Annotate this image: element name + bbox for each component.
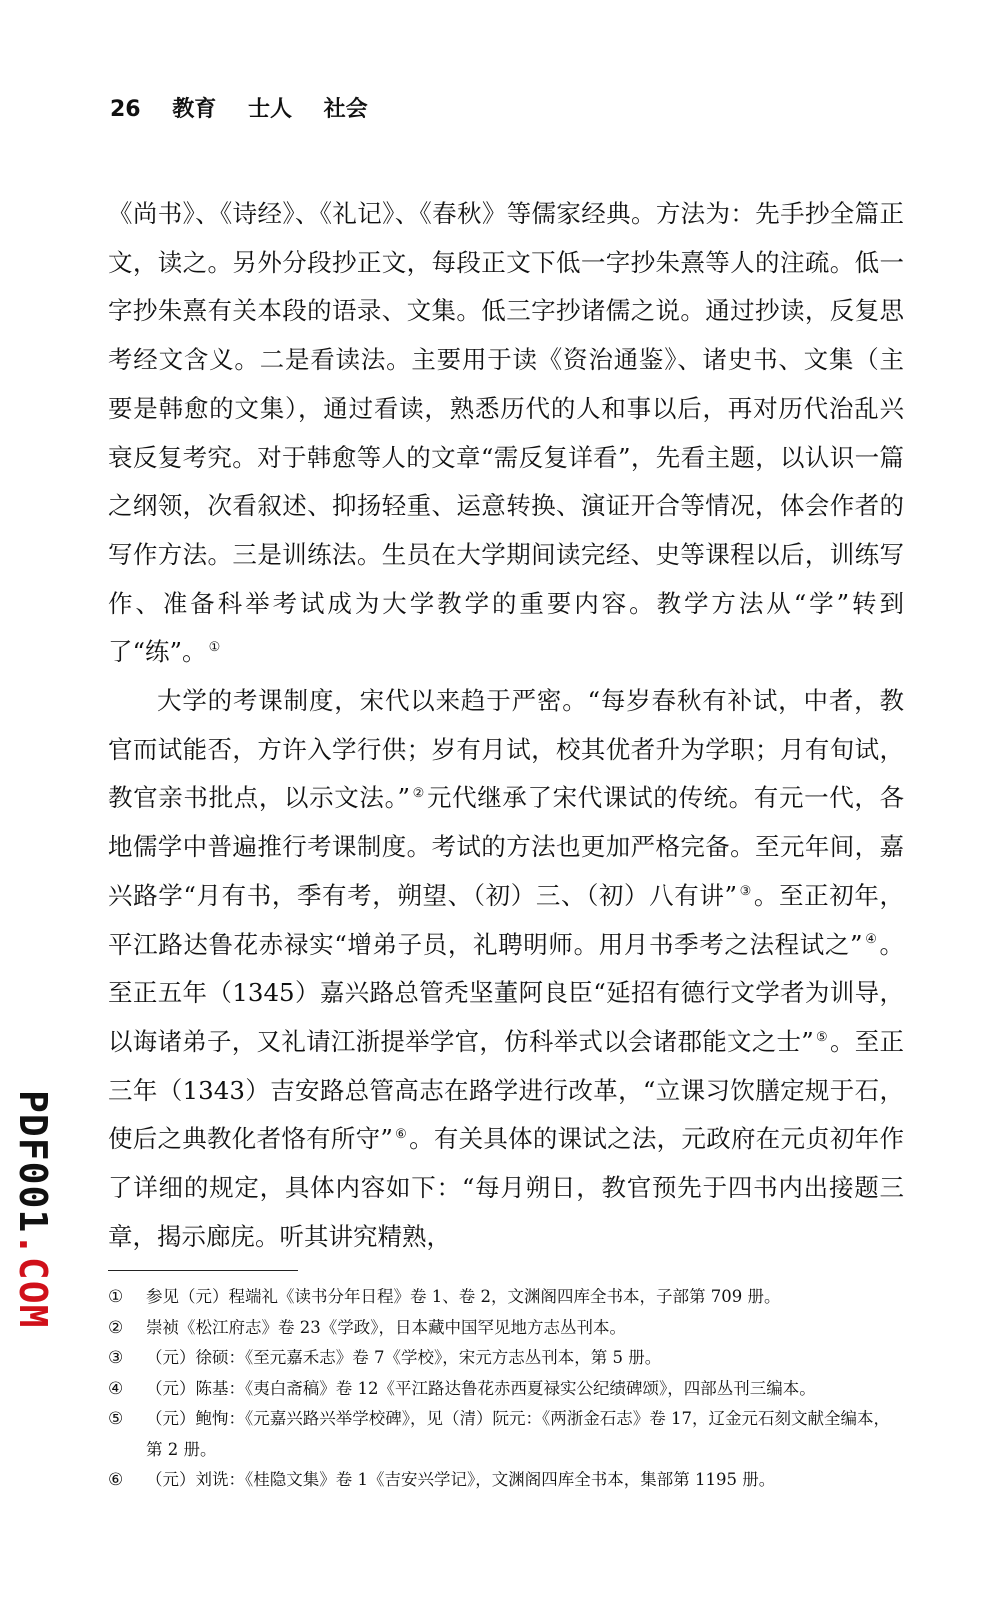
footnote-item	[108, 1465, 904, 1496]
footnote-reference[interactable]: ①	[208, 640, 221, 656]
footnote-mark: ①	[108, 1287, 124, 1307]
text-run: 元代继承了宋代课试的传统。有元一代，各地儒学中普遍推行考课制度。考试的方法也更加严格完备。至元年间，嘉兴路学“月有书，季有考，朔望、（初）三、（初）八有讲”	[108, 783, 905, 910]
text-run: 。有关具体的课试之法，元政府在元贞初年作了详细的规定，具体内容如下：“每月朔日，教官预先于四书内出接题三章，揭示廊庑。听其讲究精熟，	[108, 1124, 905, 1251]
text-run: 。至正三年（1343）吉安路总管高志在路学进行改革，“立课习饮膳定规于石，使后之典教化者恪有所守”	[108, 1026, 905, 1154]
footnote-reference[interactable]: ③	[739, 883, 752, 899]
footnote-reference[interactable]: ⑤	[815, 1029, 828, 1045]
body-paragraph	[108, 190, 904, 677]
footnote-text: （元）陈基：《夷白斋稿》卷 12《平江路达鲁花赤西夏禄实公纪绩碑颂》，四部丛刊三编本。	[146, 1378, 816, 1398]
footnotes	[108, 1282, 904, 1496]
body-text	[108, 190, 904, 1261]
footnote-text: 崇祯《松江府志》卷 23《学政》，日本藏中国罕见地方志丛刊本。	[146, 1317, 626, 1337]
page-header	[110, 92, 392, 123]
footnote-mark: ⑥	[108, 1470, 124, 1490]
footnote-reference[interactable]: ⑥	[394, 1127, 408, 1143]
watermark-logo	[10, 1090, 56, 1335]
footnote-text: （元）徐硕：《至元嘉禾志》卷 7《学校》，宋元方志丛刊本，第 5 册。	[146, 1348, 662, 1367]
watermark-text-part: PDF001	[11, 1090, 55, 1234]
footnote-item	[108, 1282, 904, 1313]
footnote-text: 参见（元）程端礼《读书分年日程》卷 1、卷 2，文渊阁四库全书本，子部第 709 册。	[146, 1287, 781, 1306]
footnote-item	[108, 1374, 904, 1405]
footnote-divider	[108, 1270, 298, 1271]
text-run: 大学的考课制度，宋代以来趋于严密。“每岁春秋有补试，中者，教官而试能否，方许入学行供；岁有月试，校其优者升为学职；月有旬试，教官亲书批点，以示文法。”	[108, 686, 904, 813]
footnote-item	[108, 1404, 904, 1465]
body-paragraph	[108, 677, 904, 1261]
footnote-mark: ⑤	[108, 1409, 124, 1429]
footnote-mark: ④	[108, 1378, 124, 1399]
text-run: 。至正初年，平江路达鲁花赤禄实“增弟子员，礼聘明师。用月书季考之法程试之”	[108, 880, 904, 959]
footnote-text: （元）鲍恂：《元嘉兴路兴举学校碑》，见（清）阮元：《两浙金石志》卷 17，辽金元石刻文献全编本，第 2 册。	[146, 1409, 890, 1459]
text-run: 。至正五年（1345）嘉兴路总管秃坚董阿良臣“延招有德行文学者为训导，以诲诸弟子，又礼请江浙提举学官，仿科举式以会诸郡能文之士”	[108, 929, 904, 1056]
footnote-item	[108, 1343, 904, 1374]
footnote-item	[108, 1313, 904, 1344]
footnote-mark: ②	[108, 1317, 124, 1338]
page-number: 26	[110, 97, 141, 122]
watermark-text-part: .COM	[11, 1233, 55, 1329]
footnote-mark: ③	[108, 1348, 124, 1368]
text-run: 《尚书》、《诗经》、《礼记》、《春秋》等儒家经典。方法为：先手抄全篇正文，读之。另外分段抄正文，每段正文下低一字抄朱熹等人的注疏。低一字抄朱熹有关本段的语录、文集。低三字抄诸儒之说。通过抄读，反复思考经文含义。二是看读法。主要用于读《资治通鉴》、诸史书、文集（主要是韩愈的文集），通过看读，熟悉历代的人和事以后，再对历代治乱兴衰反复考究。对于韩愈等人的文章“需反复详看”，先看主题，以认识一篇之纲领，次看叙述、抑扬轻重、运意转换、演证开合等情况，体会作者的写作方法。三是训练法。生员在大学期间读完经、史等课程以后，训练写作、准备科举考试成为大学教学的重要内容。教学方法从“学”转到了“练”。	[108, 199, 904, 667]
running-title-part: 教育	[172, 97, 217, 122]
running-title-part: 社会	[323, 97, 368, 122]
footnote-text: （元）刘诜：《桂隐文集》卷 1《吉安兴学记》，文渊阁四库全书本，集部第 1195 册。	[146, 1470, 776, 1489]
footnote-reference[interactable]: ④	[864, 932, 878, 948]
running-title-part: 士人	[247, 97, 292, 122]
footnote-reference[interactable]: ②	[412, 786, 425, 802]
